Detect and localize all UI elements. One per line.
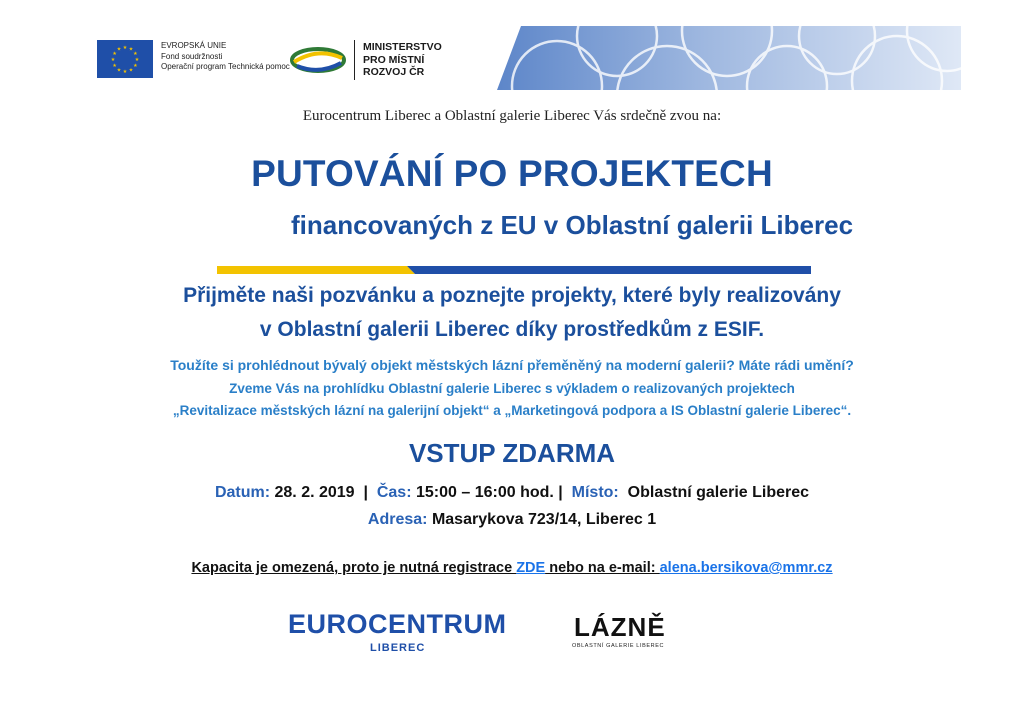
eu-line-1: EVROPSKÁ UNIE bbox=[161, 41, 227, 50]
eu-star-icon: ★ bbox=[122, 69, 128, 75]
eu-line-2: Fond soudržnosti bbox=[161, 51, 223, 61]
invitation-line: Eurocentrum Liberec a Oblastní galerie Liberec Vás srdečně zvou na: bbox=[302, 108, 722, 124]
place-label: Místo: bbox=[571, 484, 619, 501]
registration-link[interactable]: ZDE bbox=[516, 560, 546, 576]
address-value: Masarykova 723/14, Liberec 1 bbox=[431, 511, 657, 528]
eurocentrum-logo-text: EUROCENTRUM bbox=[288, 609, 507, 639]
paragraph-3: „Revitalizace městských lázní na galerijní objekt“ a „Marketingová podpora a IS Oblastní galerie Liberec“. bbox=[172, 403, 852, 418]
paragraph-2: Zveme Vás na prohlídku Oblastní galerie Liberec s výkladem o realizovaných projektech bbox=[229, 381, 795, 396]
ministry-line-2: PRO MÍSTNÍ bbox=[363, 53, 425, 66]
ministry-logo-text bbox=[363, 41, 442, 79]
email-link[interactable]: alena.bersikova@mmr.cz bbox=[659, 560, 833, 576]
separator-2: | bbox=[558, 484, 563, 501]
eu-star-icon: ★ bbox=[112, 63, 117, 69]
eu-star-icon: ★ bbox=[133, 51, 138, 57]
divider-bar bbox=[217, 266, 811, 274]
eu-star-icon: ★ bbox=[128, 67, 134, 74]
eu-star-icon: ★ bbox=[134, 57, 140, 63]
eu-flag-icon bbox=[97, 40, 153, 78]
ministry-logo-icon bbox=[289, 45, 347, 75]
page-subtitle: financovaných z EU v Oblastní galerii Liberec bbox=[290, 210, 854, 240]
ministry-separator bbox=[354, 40, 355, 80]
ministry-line-3: ROZVOJ ČR bbox=[363, 66, 425, 78]
eu-star-icon: ★ bbox=[110, 57, 116, 63]
eu-star-icon: ★ bbox=[133, 63, 138, 69]
ministry-line-1: MINISTERSTVO bbox=[363, 41, 442, 53]
time-value: 15:00 – 16:00 hod. bbox=[415, 484, 554, 501]
event-details bbox=[0, 484, 1024, 502]
lead-line-1: Přijměte naši pozvánku a poznejte projekty, které byly realizovány bbox=[183, 284, 841, 307]
eu-line-3: Operační program Technická pomoc bbox=[161, 62, 290, 71]
lazne-logo-subtitle: OBLASTNÍ GALERIE LIBEREC bbox=[572, 643, 665, 649]
eu-star-icon: ★ bbox=[128, 46, 134, 53]
date-label: Datum: bbox=[214, 484, 271, 501]
lead-line-2: v Oblastní galerii Liberec díky prostředkům z ESIF. bbox=[259, 318, 765, 341]
header-banner-graphic bbox=[497, 26, 961, 90]
eu-star-icon: ★ bbox=[116, 46, 122, 53]
registration-text-2: nebo na e-mail: bbox=[545, 560, 660, 576]
time-label: Čas: bbox=[376, 484, 412, 501]
eu-star-icon: ★ bbox=[122, 45, 128, 51]
address-label: Adresa: bbox=[367, 511, 428, 528]
place-value: Oblastní galerie Liberec bbox=[627, 484, 810, 501]
free-entry-heading: VSTUP ZDARMA bbox=[408, 438, 616, 468]
eu-star-icon: ★ bbox=[112, 51, 117, 57]
eu-logo-text bbox=[161, 41, 290, 73]
lazne-logo-text: LÁZNĚ bbox=[574, 612, 666, 642]
separator-1: | bbox=[363, 484, 368, 501]
registration-text-1: Kapacita je omezená, proto je nutná registrace bbox=[191, 560, 517, 576]
paragraph-1: Toužíte si prohlédnout bývalý objekt městských lázní přeměněný na moderní galerii? Máte rádi umění? bbox=[170, 357, 854, 373]
page-title: PUTOVÁNÍ PO PROJEKTECH bbox=[251, 153, 773, 194]
address-line bbox=[0, 511, 1024, 529]
date-value: 28. 2. 2019 bbox=[274, 484, 355, 501]
registration-line bbox=[0, 560, 1024, 576]
eurocentrum-logo-city: LIBEREC bbox=[370, 642, 426, 654]
eu-star-icon: ★ bbox=[116, 67, 122, 74]
